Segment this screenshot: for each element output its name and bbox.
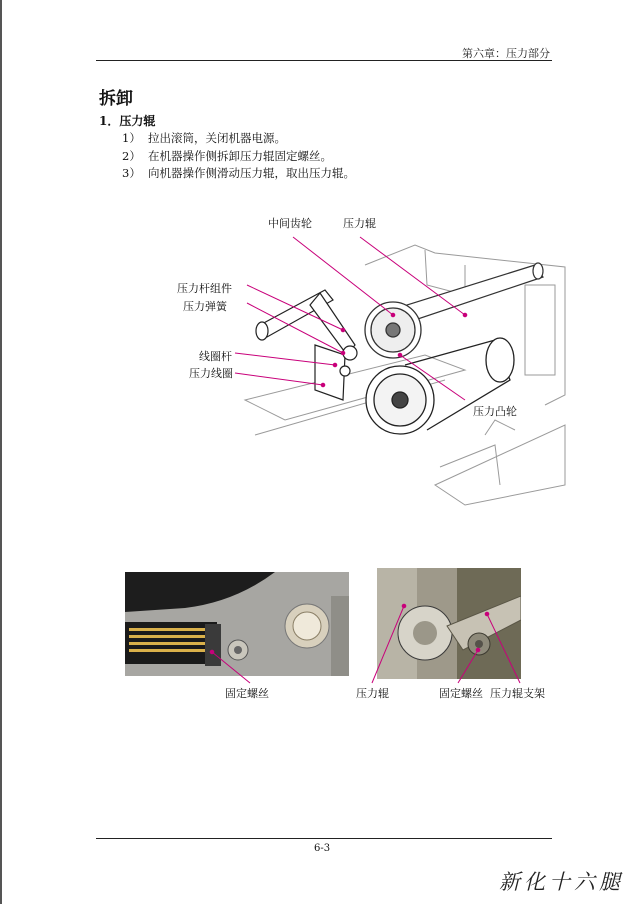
chapter-header: 第六章：压力部分 — [462, 47, 550, 60]
label-pressure-coil: 压力线圈 — [189, 367, 233, 380]
step-number: 3） — [122, 166, 141, 180]
label-fixing-screw-right: 固定螺丝 — [439, 687, 483, 700]
label-pressure-lever-assembly: 压力杆组件 — [177, 282, 232, 295]
label-pressure-roller: 压力辊 — [343, 217, 376, 230]
step-text: 在机器操作侧拆卸压力辊固定螺丝。 — [148, 149, 332, 163]
step-text: 拉出滚筒，关闭机器电源。 — [148, 131, 286, 145]
section-title: 拆卸 — [99, 89, 133, 109]
step-text: 向机器操作侧滑动压力辊，取出压力辊。 — [148, 166, 355, 180]
label-pressure-spring: 压力弹簧 — [183, 300, 227, 313]
page-number: 6-3 — [314, 843, 331, 854]
step-number: 1） — [122, 131, 141, 145]
step-number: 2） — [122, 149, 141, 163]
footer-rule — [96, 838, 552, 839]
label-pressure-cam: 压力凸轮 — [473, 405, 517, 418]
label-pressure-roller-photo: 压力辊 — [356, 687, 389, 700]
label-fixing-screw-left: 固定螺丝 — [225, 687, 269, 700]
label-pressure-roller-bracket: 压力辊支架 — [490, 687, 545, 700]
label-coil-rod: 线圈杆 — [199, 350, 232, 363]
label-middle-gear: 中间齿轮 — [268, 217, 312, 230]
subheading: 1．压力辊 — [99, 114, 156, 128]
watermark-signature: 新化十六腿 — [499, 870, 624, 894]
